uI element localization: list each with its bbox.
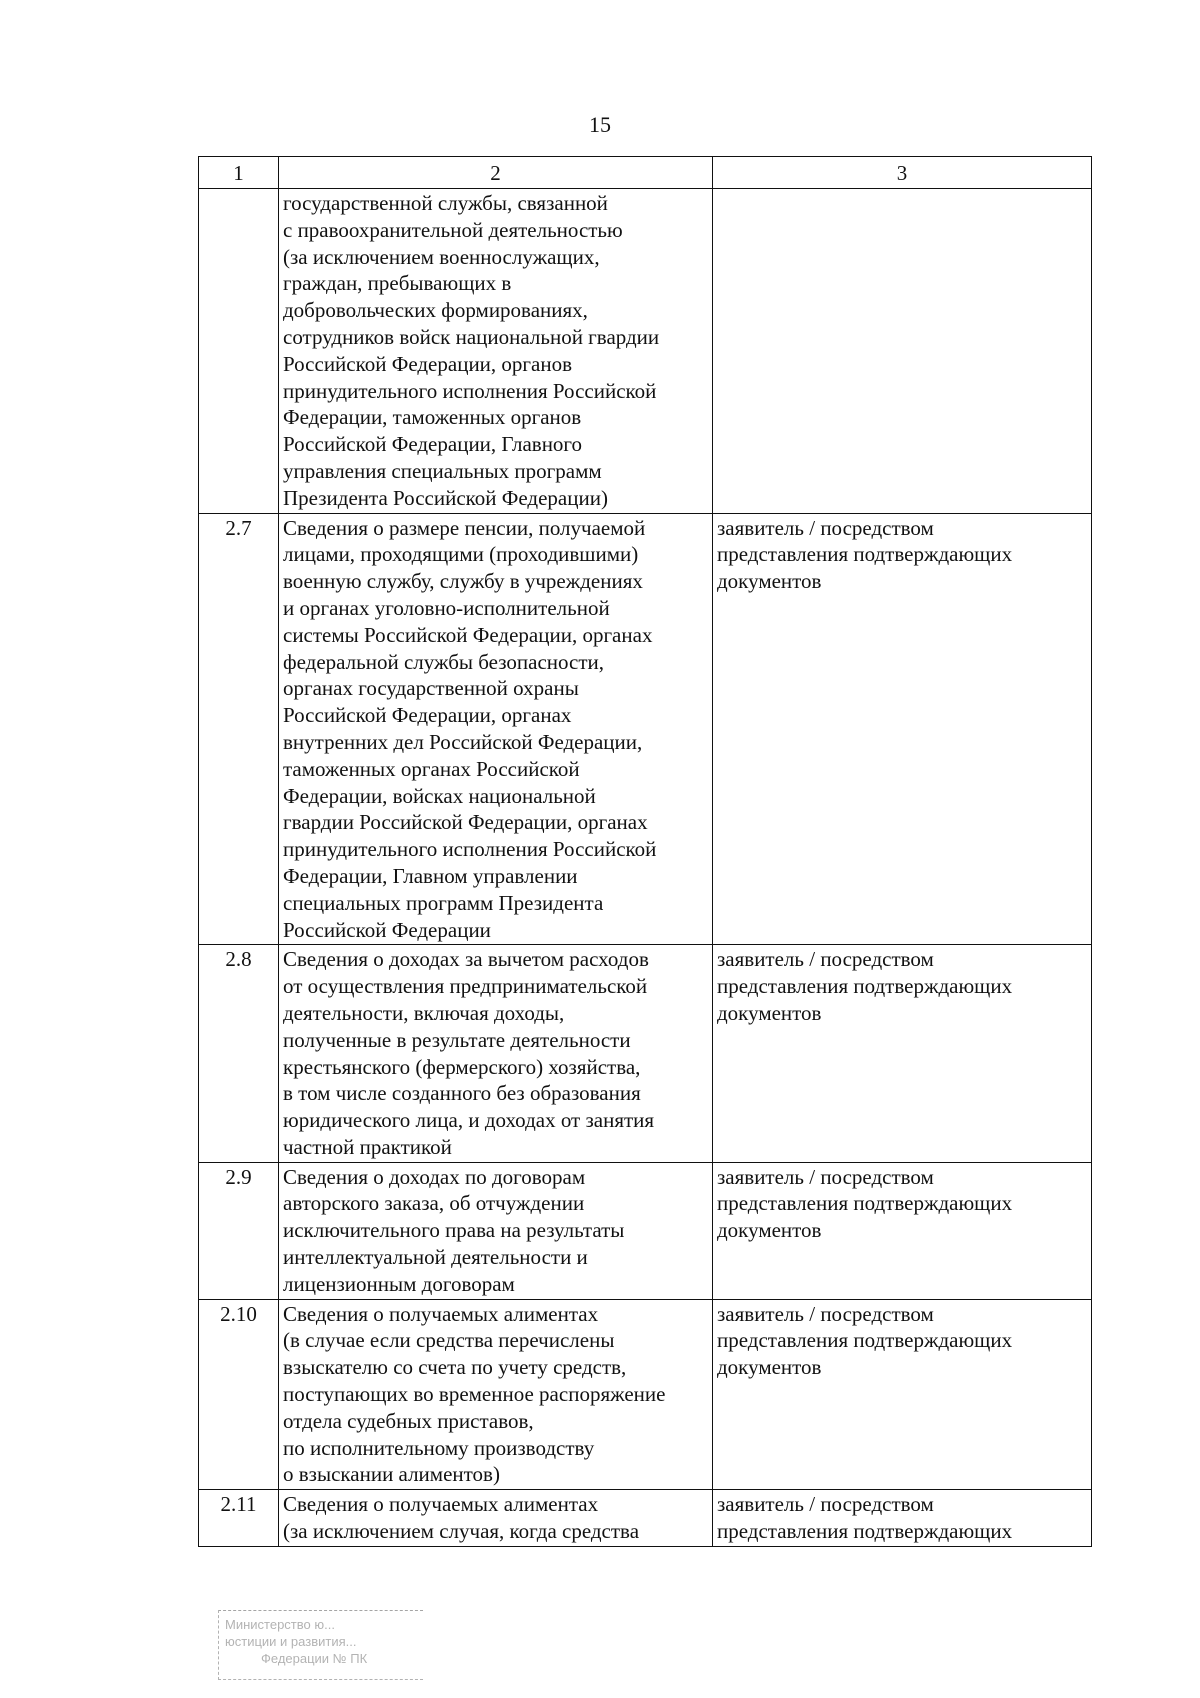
- table-row: [199, 945, 1092, 1162]
- row-number: 2.9: [199, 1162, 279, 1299]
- row-description-text: Сведения о доходах по договорам авторского заказа, об отчуждении исключительного права на результаты интеллектуальной деятельности и лицензионным договорам: [283, 1164, 625, 1296]
- table-header-row: [199, 157, 1092, 189]
- registration-stamp: [218, 1610, 423, 1680]
- header-col-1: 1: [199, 157, 279, 189]
- row-source-text: заявитель / посредством представления подтверждающих документов: [717, 1301, 1013, 1380]
- services-table: [198, 156, 1092, 1547]
- row-description: [279, 189, 713, 514]
- stamp-line: Министерство ю...: [225, 1617, 335, 1632]
- row-number: 2.10: [199, 1299, 279, 1490]
- row-source: [713, 513, 1092, 945]
- row-source: [713, 189, 1092, 514]
- table-row: [199, 189, 1092, 514]
- stamp-line: Федерации № ПК: [261, 1651, 368, 1666]
- row-description: [279, 513, 713, 945]
- table-row: [199, 513, 1092, 945]
- header-col-2: 2: [279, 157, 713, 189]
- row-description: [279, 1490, 713, 1547]
- row-number: 2.11: [199, 1490, 279, 1547]
- row-source-text: заявитель / посредством представления подтверждающих документов: [717, 515, 1013, 594]
- row-source: [713, 1490, 1092, 1547]
- row-description-text: Сведения о получаемых алиментах (за исключением случая, когда средства: [283, 1492, 640, 1544]
- table-row: [199, 1162, 1092, 1299]
- row-description: [279, 1299, 713, 1490]
- row-number: 2.8: [199, 945, 279, 1162]
- stamp-line: юстиции и развития...: [225, 1634, 357, 1649]
- row-number: [199, 189, 279, 514]
- row-source: [713, 1162, 1092, 1299]
- row-source: [713, 1299, 1092, 1490]
- row-description-text: государственной службы, связанной с правоохранительной деятельностью (за исключением военнослужащих, граждан, пребывающих в добровольческих формированиях, сотрудников войск национальной гвардии Российской Федерации, органов принудительного исполнения Российской Федерации, таможенных органов Российской Федерации, Главного управления специальных программ Президента Российской Федерации): [283, 191, 660, 510]
- page-number: 15: [589, 112, 611, 137]
- row-description-text: Сведения о доходах за вычетом расходов от осуществления предпринимательской деятельности, включая доходы, полученные в результате деятельности крестьянского (фермерского) хозяйства, в том числе созданного без образования юридического лица, и доходах от занятия частной практикой: [283, 947, 655, 1159]
- row-source-text: заявитель / посредством представления подтверждающих документов: [717, 947, 1013, 1025]
- row-number: 2.7: [199, 513, 279, 945]
- row-description-text: Сведения о размере пенсии, получаемой лицами, проходящими (проходившими) военную службу, службу в учреждениях и органах уголовно-исполнительной системы Российской Федерации, органах федеральной службы безопасности, органах государственной охраны Российской Федерации, органах внутренних дел Российской Федерации, таможенных органах Российской Федерации, войсках национальной гвардии Российской Федерации, органах принудительного исполнения Российской Федерации, Главном управлении специальных программ Президента Российской Федерации: [283, 515, 657, 942]
- table-row: [199, 1299, 1092, 1490]
- row-source: [713, 945, 1092, 1162]
- table-row: [199, 1490, 1092, 1547]
- row-description-text: Сведения о получаемых алиментах (в случае если средства перечислены взыскателю со счета по учету средств, поступающих во временное распоряжение отдела судебных приставов, по исполнительному производству о взыскании алиментов): [283, 1301, 666, 1487]
- row-source-text: заявитель / посредством представления подтверждающих: [717, 1492, 1013, 1544]
- header-col-3: 3: [713, 157, 1092, 189]
- row-description: [279, 1162, 713, 1299]
- row-source-text: заявитель / посредством представления подтверждающих документов: [717, 1164, 1013, 1243]
- row-description: [279, 945, 713, 1162]
